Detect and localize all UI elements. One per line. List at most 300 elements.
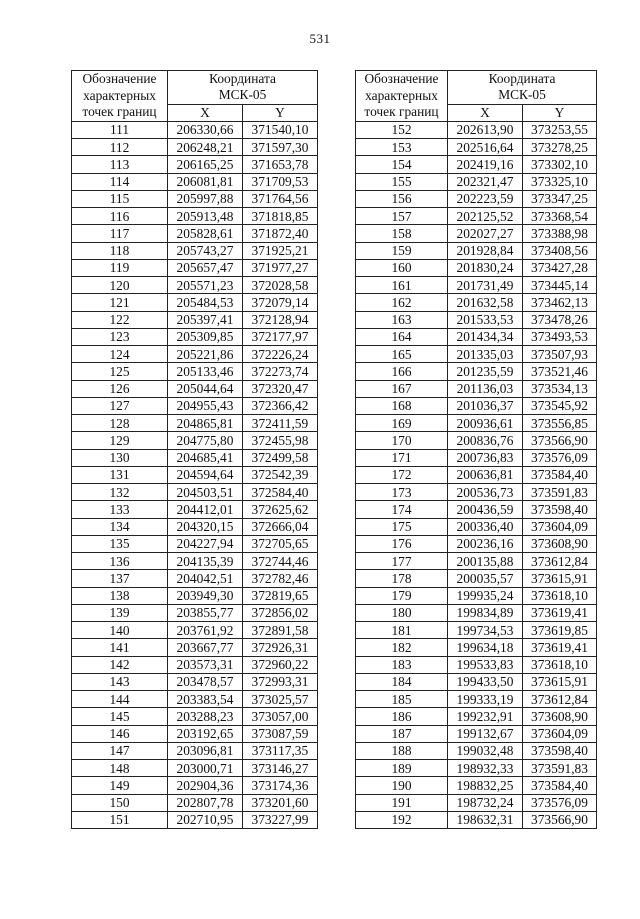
table-row bbox=[356, 656, 597, 673]
table-row bbox=[356, 673, 597, 690]
table-row bbox=[72, 639, 318, 656]
y-coordinate-cell: 372411,59 bbox=[243, 415, 318, 432]
point-number-cell: 119 bbox=[72, 259, 168, 276]
point-number-cell: 160 bbox=[356, 259, 448, 276]
y-coordinate-cell: 372666,04 bbox=[243, 518, 318, 535]
point-number-cell: 165 bbox=[356, 346, 448, 363]
point-number-cell: 111 bbox=[72, 121, 168, 138]
x-coordinate-cell: 200135,88 bbox=[448, 553, 523, 570]
point-number-cell: 136 bbox=[72, 553, 168, 570]
y-coordinate-cell: 372782,46 bbox=[243, 570, 318, 587]
point-number-cell: 117 bbox=[72, 225, 168, 242]
designation-header-line: Обозначение bbox=[364, 71, 439, 87]
y-coordinate-cell: 373584,40 bbox=[523, 777, 597, 794]
table-row bbox=[356, 553, 597, 570]
table-row bbox=[356, 173, 597, 190]
x-coordinate-cell: 204775,80 bbox=[168, 432, 243, 449]
y-coordinate-cell: 373591,83 bbox=[523, 484, 597, 501]
designation-header-line: точек границ bbox=[364, 104, 439, 120]
y-coordinate-cell: 372499,58 bbox=[243, 449, 318, 466]
y-coordinate-cell: 372926,31 bbox=[243, 639, 318, 656]
point-number-cell: 173 bbox=[356, 484, 448, 501]
point-number-cell: 123 bbox=[72, 328, 168, 345]
table-row bbox=[72, 708, 318, 725]
table-row bbox=[356, 725, 597, 742]
coordinates-header bbox=[168, 71, 318, 105]
table-row bbox=[356, 587, 597, 604]
column-x-header: X bbox=[168, 104, 243, 121]
table-row bbox=[356, 121, 597, 138]
point-number-cell: 185 bbox=[356, 691, 448, 708]
table-row bbox=[356, 139, 597, 156]
table-row bbox=[356, 794, 597, 811]
x-coordinate-cell: 204135,39 bbox=[168, 553, 243, 570]
designation-header-line: точек границ bbox=[82, 104, 157, 120]
designation-header-line: Обозначение bbox=[82, 71, 157, 87]
table-row bbox=[72, 604, 318, 621]
coordinates-header-line: Координата bbox=[488, 71, 556, 86]
y-coordinate-cell: 372273,74 bbox=[243, 363, 318, 380]
table-row bbox=[72, 242, 318, 259]
table-row bbox=[72, 208, 318, 225]
point-number-cell: 124 bbox=[72, 346, 168, 363]
y-coordinate-cell: 372625,62 bbox=[243, 501, 318, 518]
table-row bbox=[72, 432, 318, 449]
point-number-cell: 121 bbox=[72, 294, 168, 311]
y-coordinate-cell: 373615,91 bbox=[523, 673, 597, 690]
table-row bbox=[72, 811, 318, 828]
y-coordinate-cell: 373227,99 bbox=[243, 811, 318, 828]
x-coordinate-cell: 199634,18 bbox=[448, 639, 523, 656]
point-number-cell: 186 bbox=[356, 708, 448, 725]
y-coordinate-cell: 373618,10 bbox=[523, 656, 597, 673]
y-coordinate-cell: 371540,10 bbox=[243, 121, 318, 138]
y-coordinate-cell: 373584,40 bbox=[523, 466, 597, 483]
x-coordinate-cell: 200636,81 bbox=[448, 466, 523, 483]
table-row bbox=[72, 363, 318, 380]
x-coordinate-cell: 202807,78 bbox=[168, 794, 243, 811]
point-number-cell: 144 bbox=[72, 691, 168, 708]
x-coordinate-cell: 201731,49 bbox=[448, 277, 523, 294]
y-coordinate-cell: 373388,98 bbox=[523, 225, 597, 242]
y-coordinate-cell: 373598,40 bbox=[523, 742, 597, 759]
point-number-cell: 178 bbox=[356, 570, 448, 587]
x-coordinate-cell: 199533,83 bbox=[448, 656, 523, 673]
table-row bbox=[356, 294, 597, 311]
table-row bbox=[356, 363, 597, 380]
point-number-cell: 141 bbox=[72, 639, 168, 656]
x-coordinate-cell: 201533,53 bbox=[448, 311, 523, 328]
y-coordinate-cell: 371872,40 bbox=[243, 225, 318, 242]
x-coordinate-cell: 203761,92 bbox=[168, 622, 243, 639]
x-coordinate-cell: 201434,34 bbox=[448, 328, 523, 345]
point-number-cell: 148 bbox=[72, 760, 168, 777]
point-number-cell: 161 bbox=[356, 277, 448, 294]
x-coordinate-cell: 200035,57 bbox=[448, 570, 523, 587]
x-coordinate-cell: 204594,64 bbox=[168, 466, 243, 483]
x-coordinate-cell: 205044,64 bbox=[168, 380, 243, 397]
y-coordinate-cell: 372177,97 bbox=[243, 328, 318, 345]
x-coordinate-cell: 201036,37 bbox=[448, 397, 523, 414]
table-row bbox=[72, 691, 318, 708]
x-coordinate-cell: 204685,41 bbox=[168, 449, 243, 466]
y-coordinate-cell: 373025,57 bbox=[243, 691, 318, 708]
page-number: 531 bbox=[309, 31, 331, 46]
x-coordinate-cell: 202613,90 bbox=[448, 121, 523, 138]
x-coordinate-cell: 205484,53 bbox=[168, 294, 243, 311]
y-coordinate-cell: 372819,65 bbox=[243, 587, 318, 604]
y-coordinate-cell: 373462,13 bbox=[523, 294, 597, 311]
x-coordinate-cell: 203288,23 bbox=[168, 708, 243, 725]
y-coordinate-cell: 373253,55 bbox=[523, 121, 597, 138]
y-coordinate-cell: 372028,58 bbox=[243, 277, 318, 294]
x-coordinate-cell: 203667,77 bbox=[168, 639, 243, 656]
x-coordinate-cell: 205997,88 bbox=[168, 190, 243, 207]
point-number-cell: 116 bbox=[72, 208, 168, 225]
point-number-cell: 179 bbox=[356, 587, 448, 604]
y-coordinate-cell: 373576,09 bbox=[523, 449, 597, 466]
point-number-cell: 164 bbox=[356, 328, 448, 345]
point-number-cell: 182 bbox=[356, 639, 448, 656]
y-coordinate-cell: 373615,91 bbox=[523, 570, 597, 587]
y-coordinate-cell: 373445,14 bbox=[523, 277, 597, 294]
table-row bbox=[356, 156, 597, 173]
point-number-cell: 113 bbox=[72, 156, 168, 173]
y-coordinate-cell: 372705,65 bbox=[243, 535, 318, 552]
point-number-cell: 140 bbox=[72, 622, 168, 639]
x-coordinate-cell: 205221,86 bbox=[168, 346, 243, 363]
x-coordinate-cell: 199032,48 bbox=[448, 742, 523, 759]
y-coordinate-cell: 373612,84 bbox=[523, 691, 597, 708]
table-row bbox=[72, 725, 318, 742]
point-number-cell: 142 bbox=[72, 656, 168, 673]
x-coordinate-cell: 204503,51 bbox=[168, 484, 243, 501]
point-number-cell: 192 bbox=[356, 811, 448, 828]
y-coordinate-cell: 373619,85 bbox=[523, 622, 597, 639]
point-number-cell: 115 bbox=[72, 190, 168, 207]
coordinates-header-line: МСК-05 bbox=[498, 87, 546, 103]
x-coordinate-cell: 205397,41 bbox=[168, 311, 243, 328]
table-row bbox=[356, 639, 597, 656]
table-row bbox=[356, 466, 597, 483]
x-coordinate-cell: 203949,30 bbox=[168, 587, 243, 604]
table-row bbox=[72, 121, 318, 138]
point-number-cell: 122 bbox=[72, 311, 168, 328]
y-coordinate-cell: 373608,90 bbox=[523, 708, 597, 725]
table-row bbox=[72, 190, 318, 207]
table-row bbox=[356, 328, 597, 345]
table-row bbox=[72, 760, 318, 777]
table-row bbox=[72, 501, 318, 518]
point-number-cell: 147 bbox=[72, 742, 168, 759]
point-number-cell: 120 bbox=[72, 277, 168, 294]
y-coordinate-cell: 373146,27 bbox=[243, 760, 318, 777]
x-coordinate-cell: 205913,48 bbox=[168, 208, 243, 225]
point-number-cell: 154 bbox=[356, 156, 448, 173]
table-row bbox=[72, 553, 318, 570]
table-row bbox=[72, 173, 318, 190]
point-number-cell: 155 bbox=[356, 173, 448, 190]
y-coordinate-cell: 373566,90 bbox=[523, 811, 597, 828]
x-coordinate-cell: 205309,85 bbox=[168, 328, 243, 345]
table-row bbox=[356, 742, 597, 759]
y-coordinate-cell: 372960,22 bbox=[243, 656, 318, 673]
point-number-cell: 153 bbox=[356, 139, 448, 156]
y-coordinate-cell: 371977,27 bbox=[243, 259, 318, 276]
point-number-cell: 137 bbox=[72, 570, 168, 587]
point-number-cell: 180 bbox=[356, 604, 448, 621]
y-coordinate-cell: 373534,13 bbox=[523, 380, 597, 397]
point-number-cell: 145 bbox=[72, 708, 168, 725]
x-coordinate-cell: 205828,61 bbox=[168, 225, 243, 242]
y-coordinate-cell: 373278,25 bbox=[523, 139, 597, 156]
y-coordinate-cell: 373201,60 bbox=[243, 794, 318, 811]
table-body bbox=[72, 121, 318, 828]
y-coordinate-cell: 373087,59 bbox=[243, 725, 318, 742]
table-row bbox=[72, 518, 318, 535]
table-row bbox=[72, 466, 318, 483]
table-row bbox=[356, 225, 597, 242]
x-coordinate-cell: 202710,95 bbox=[168, 811, 243, 828]
x-coordinate-cell: 199935,24 bbox=[448, 587, 523, 604]
table-row bbox=[72, 570, 318, 587]
table-row bbox=[72, 277, 318, 294]
table-row bbox=[356, 397, 597, 414]
x-coordinate-cell: 204320,15 bbox=[168, 518, 243, 535]
point-number-cell: 159 bbox=[356, 242, 448, 259]
x-coordinate-cell: 206330,66 bbox=[168, 121, 243, 138]
y-coordinate-cell: 373302,10 bbox=[523, 156, 597, 173]
table-body bbox=[356, 121, 597, 828]
point-number-cell: 129 bbox=[72, 432, 168, 449]
point-number-cell: 135 bbox=[72, 535, 168, 552]
y-coordinate-cell: 372128,94 bbox=[243, 311, 318, 328]
y-coordinate-cell: 371709,53 bbox=[243, 173, 318, 190]
y-coordinate-cell: 372744,46 bbox=[243, 553, 318, 570]
point-number-cell: 167 bbox=[356, 380, 448, 397]
point-number-cell: 150 bbox=[72, 794, 168, 811]
coordinates-header-line: Координата bbox=[209, 71, 276, 86]
x-coordinate-cell: 202321,47 bbox=[448, 173, 523, 190]
y-coordinate-cell: 372891,58 bbox=[243, 622, 318, 639]
y-coordinate-cell: 372366,42 bbox=[243, 397, 318, 414]
x-coordinate-cell: 202027,27 bbox=[448, 225, 523, 242]
x-coordinate-cell: 205133,46 bbox=[168, 363, 243, 380]
table-row bbox=[356, 259, 597, 276]
point-number-cell: 189 bbox=[356, 760, 448, 777]
x-coordinate-cell: 206081,81 bbox=[168, 173, 243, 190]
y-coordinate-cell: 373598,40 bbox=[523, 501, 597, 518]
x-coordinate-cell: 198632,31 bbox=[448, 811, 523, 828]
x-coordinate-cell: 201632,58 bbox=[448, 294, 523, 311]
x-coordinate-cell: 202125,52 bbox=[448, 208, 523, 225]
point-number-cell: 143 bbox=[72, 673, 168, 690]
table-row bbox=[356, 415, 597, 432]
table-row bbox=[356, 311, 597, 328]
point-number-cell: 184 bbox=[356, 673, 448, 690]
y-coordinate-cell: 372455,98 bbox=[243, 432, 318, 449]
table-row bbox=[72, 449, 318, 466]
point-number-cell: 156 bbox=[356, 190, 448, 207]
y-coordinate-cell: 373493,53 bbox=[523, 328, 597, 345]
table-row bbox=[356, 604, 597, 621]
table-row bbox=[356, 622, 597, 639]
y-coordinate-cell: 373545,92 bbox=[523, 397, 597, 414]
point-number-cell: 188 bbox=[356, 742, 448, 759]
table-row bbox=[72, 328, 318, 345]
point-number-cell: 151 bbox=[72, 811, 168, 828]
point-number-cell: 126 bbox=[72, 380, 168, 397]
x-coordinate-cell: 204955,43 bbox=[168, 397, 243, 414]
table-row bbox=[356, 691, 597, 708]
point-number-cell: 170 bbox=[356, 432, 448, 449]
x-coordinate-cell: 198732,24 bbox=[448, 794, 523, 811]
x-coordinate-cell: 199132,67 bbox=[448, 725, 523, 742]
table-row bbox=[72, 587, 318, 604]
table-row bbox=[72, 622, 318, 639]
table-row bbox=[72, 259, 318, 276]
column-y-header: Y bbox=[523, 104, 597, 121]
x-coordinate-cell: 206248,21 bbox=[168, 139, 243, 156]
y-coordinate-cell: 373408,56 bbox=[523, 242, 597, 259]
y-coordinate-cell: 371764,56 bbox=[243, 190, 318, 207]
x-coordinate-cell: 200936,61 bbox=[448, 415, 523, 432]
y-coordinate-cell: 373174,36 bbox=[243, 777, 318, 794]
point-number-cell: 168 bbox=[356, 397, 448, 414]
x-coordinate-cell: 206165,25 bbox=[168, 156, 243, 173]
point-number-cell: 190 bbox=[356, 777, 448, 794]
table-row bbox=[72, 794, 318, 811]
point-number-cell: 131 bbox=[72, 466, 168, 483]
x-coordinate-cell: 201335,03 bbox=[448, 346, 523, 363]
y-coordinate-cell: 373604,09 bbox=[523, 725, 597, 742]
x-coordinate-cell: 203855,77 bbox=[168, 604, 243, 621]
x-coordinate-cell: 204865,81 bbox=[168, 415, 243, 432]
designation-header-line: характерных bbox=[83, 87, 156, 103]
table-row bbox=[356, 708, 597, 725]
table-row bbox=[72, 535, 318, 552]
y-coordinate-cell: 371597,30 bbox=[243, 139, 318, 156]
x-coordinate-cell: 203383,54 bbox=[168, 691, 243, 708]
table-row bbox=[72, 742, 318, 759]
point-number-cell: 125 bbox=[72, 363, 168, 380]
y-coordinate-cell: 373612,84 bbox=[523, 553, 597, 570]
point-number-cell: 162 bbox=[356, 294, 448, 311]
point-number-cell: 163 bbox=[356, 311, 448, 328]
point-number-cell: 166 bbox=[356, 363, 448, 380]
table-row bbox=[356, 484, 597, 501]
table-row bbox=[356, 570, 597, 587]
table-row bbox=[72, 156, 318, 173]
y-coordinate-cell: 373576,09 bbox=[523, 794, 597, 811]
y-coordinate-cell: 372993,31 bbox=[243, 673, 318, 690]
x-coordinate-cell: 200736,83 bbox=[448, 449, 523, 466]
point-number-cell: 133 bbox=[72, 501, 168, 518]
y-coordinate-cell: 372226,24 bbox=[243, 346, 318, 363]
y-coordinate-cell: 373604,09 bbox=[523, 518, 597, 535]
point-number-cell: 172 bbox=[356, 466, 448, 483]
x-coordinate-cell: 203096,81 bbox=[168, 742, 243, 759]
table-row bbox=[356, 380, 597, 397]
point-number-cell: 183 bbox=[356, 656, 448, 673]
designation-header-line: характерных bbox=[365, 87, 438, 103]
y-coordinate-cell: 373368,54 bbox=[523, 208, 597, 225]
x-coordinate-cell: 198832,25 bbox=[448, 777, 523, 794]
x-coordinate-cell: 200336,40 bbox=[448, 518, 523, 535]
point-number-cell: 174 bbox=[356, 501, 448, 518]
x-coordinate-cell: 205657,47 bbox=[168, 259, 243, 276]
x-coordinate-cell: 200436,59 bbox=[448, 501, 523, 518]
point-number-cell: 138 bbox=[72, 587, 168, 604]
coordinates-table-right bbox=[355, 70, 597, 829]
x-coordinate-cell: 199433,50 bbox=[448, 673, 523, 690]
table-row bbox=[72, 311, 318, 328]
table-row bbox=[72, 139, 318, 156]
x-coordinate-cell: 202223,59 bbox=[448, 190, 523, 207]
table-row bbox=[356, 190, 597, 207]
x-coordinate-cell: 201235,59 bbox=[448, 363, 523, 380]
y-coordinate-cell: 373057,00 bbox=[243, 708, 318, 725]
y-coordinate-cell: 372856,02 bbox=[243, 604, 318, 621]
y-coordinate-cell: 373347,25 bbox=[523, 190, 597, 207]
point-number-cell: 176 bbox=[356, 535, 448, 552]
table-row bbox=[356, 432, 597, 449]
x-coordinate-cell: 201136,03 bbox=[448, 380, 523, 397]
x-coordinate-cell: 205571,23 bbox=[168, 277, 243, 294]
y-coordinate-cell: 373608,90 bbox=[523, 535, 597, 552]
x-coordinate-cell: 199232,91 bbox=[448, 708, 523, 725]
y-coordinate-cell: 373591,83 bbox=[523, 760, 597, 777]
x-coordinate-cell: 199734,53 bbox=[448, 622, 523, 639]
x-coordinate-cell: 203573,31 bbox=[168, 656, 243, 673]
table-row bbox=[356, 449, 597, 466]
x-coordinate-cell: 203000,71 bbox=[168, 760, 243, 777]
point-number-cell: 187 bbox=[356, 725, 448, 742]
table-row bbox=[356, 811, 597, 828]
table-row bbox=[356, 346, 597, 363]
point-number-cell: 157 bbox=[356, 208, 448, 225]
point-number-cell: 128 bbox=[72, 415, 168, 432]
designation-header bbox=[356, 71, 448, 122]
y-coordinate-cell: 372320,47 bbox=[243, 380, 318, 397]
table-row bbox=[356, 518, 597, 535]
table-row bbox=[72, 225, 318, 242]
point-number-cell: 139 bbox=[72, 604, 168, 621]
table-row bbox=[356, 242, 597, 259]
point-number-cell: 171 bbox=[356, 449, 448, 466]
point-number-cell: 152 bbox=[356, 121, 448, 138]
point-number-cell: 191 bbox=[356, 794, 448, 811]
table-row bbox=[72, 346, 318, 363]
x-coordinate-cell: 204412,01 bbox=[168, 501, 243, 518]
x-coordinate-cell: 201928,84 bbox=[448, 242, 523, 259]
table-row bbox=[72, 484, 318, 501]
y-coordinate-cell: 373566,90 bbox=[523, 432, 597, 449]
y-coordinate-cell: 373521,46 bbox=[523, 363, 597, 380]
y-coordinate-cell: 373325,10 bbox=[523, 173, 597, 190]
y-coordinate-cell: 372542,39 bbox=[243, 466, 318, 483]
point-number-cell: 175 bbox=[356, 518, 448, 535]
table-row bbox=[356, 535, 597, 552]
y-coordinate-cell: 373619,41 bbox=[523, 639, 597, 656]
table-row bbox=[356, 777, 597, 794]
y-coordinate-cell: 373427,28 bbox=[523, 259, 597, 276]
x-coordinate-cell: 204042,51 bbox=[168, 570, 243, 587]
point-number-cell: 158 bbox=[356, 225, 448, 242]
x-coordinate-cell: 203478,57 bbox=[168, 673, 243, 690]
point-number-cell: 169 bbox=[356, 415, 448, 432]
x-coordinate-cell: 203192,65 bbox=[168, 725, 243, 742]
